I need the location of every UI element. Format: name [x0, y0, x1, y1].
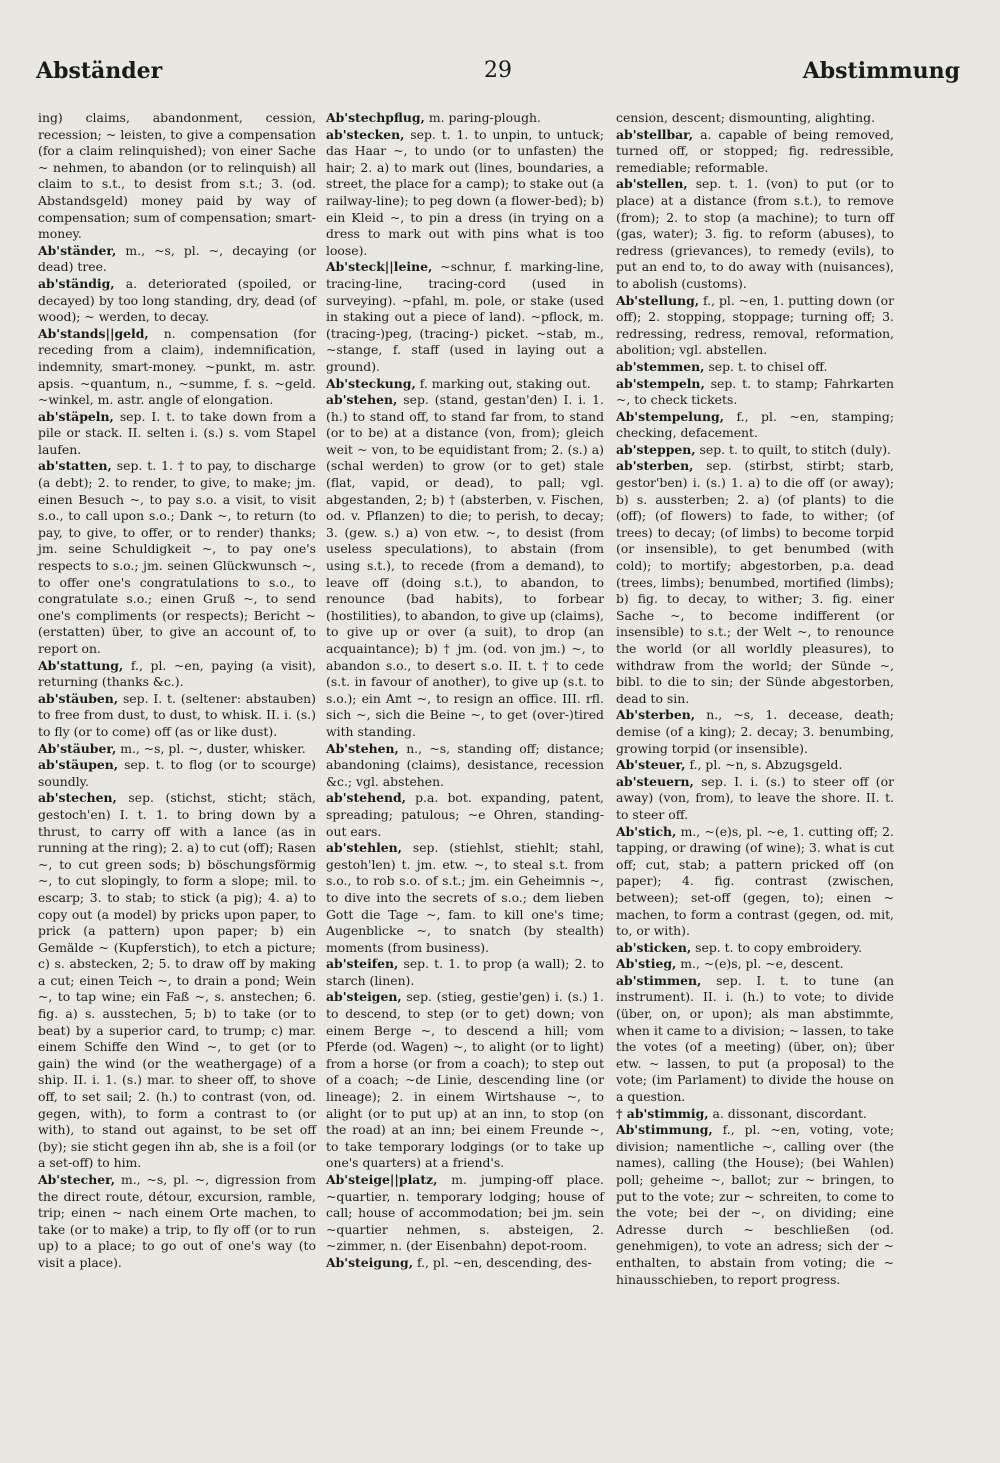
entry-definition: sep. t. 1. (von) to put (or to place) at a distance (from s.t.), to remove (from); 2. to stop (a machine); to turn off (gas, water); 3. fig. to reform (abuses), to redress (grievances), to remedy (evils), to put an end to, to do away with (nuisances), to abolish (customs).	[616, 176, 894, 291]
entry-headword: ab'stäupen,	[38, 757, 119, 773]
dictionary-entry	[326, 392, 604, 740]
column-2	[326, 110, 604, 1272]
entry-headword: Ab'stäuber,	[38, 740, 117, 756]
dictionary-entry	[616, 774, 894, 824]
dictionary-entry	[326, 741, 604, 791]
entry-definition: sep. I. t. (seltener: abstauben) to free from dust, to dust, to whisk. II. i. (s.) to fly (or to come) off (as or like dust).	[38, 690, 316, 739]
entry-headword: ab'steigen,	[326, 989, 402, 1005]
entry-headword: Ab'stich,	[616, 823, 677, 839]
page-number: 29	[484, 58, 512, 83]
entry-definition: a. deteriorated (spoiled, or decayed) by too long standing, dry, dead (of wood); ~ werden, to decay.	[38, 275, 316, 325]
entry-definition: sep. t. 1. to prop (a wall); 2. to starch (linen).	[326, 956, 604, 988]
entry-headword: Ab'stechpflug,	[326, 110, 425, 125]
running-head	[36, 58, 960, 94]
dictionary-entry	[616, 293, 894, 359]
entry-definition: sep. (stieg, gestie'gen) i. (s.) 1. to descend, to step (or to get) down; von einem Berge ~, to descend a hill; vom Pferde (od. Wagen) ~, to alight (or to light) from a horse (or from a coach); to step out of a coach; ~de Linie, descending line (or lineage); 2. in einem Wirtshause ~, to alight (or to put up) at an inn, to stop (on the road) at an inn; bei einem Freunde ~, to take temporary lodgings (or to take up one's quarters) at a friend's.	[326, 989, 604, 1171]
entry-definition: f., pl. ~en, stamping; checking, defacement.	[616, 408, 894, 441]
entry-headword: ab'ständig,	[38, 275, 115, 291]
column-1	[38, 110, 316, 1272]
entry-headword: ab'sterben,	[616, 458, 694, 474]
entry-definition: f., pl. ~en, paying (a visit), returning (thanks &c.).	[38, 657, 316, 690]
dictionary-entry	[38, 1172, 316, 1272]
dictionary-entry	[38, 243, 316, 276]
entry-headword: ab'stemmen,	[616, 358, 705, 374]
entry-headword: ab'stehend,	[326, 790, 406, 806]
entry-definition: f., pl. ~en, voting, vote; division; namentliche ~, calling over (the names), calling (the House); (bei Wahlen) poll; geheime ~, ballot; zur ~ bringen, to put to the vote; zur ~ schreiten, to come to the vote; bei der ~, on dividing; eine Adresse durch ~ beschließen (od. genehmigen), to vote an adress; sich der ~ enthalten, to abstain from voting; die ~ hinausschieben, to report progress.	[616, 1122, 894, 1287]
entry-definition: m., ~(e)s, pl. ~e, descent.	[676, 956, 844, 972]
entry-headword: † ab'stimmig,	[616, 1105, 709, 1121]
dictionary-entry	[326, 840, 604, 956]
dictionary-entry	[616, 442, 894, 459]
dictionary-entry	[38, 658, 316, 691]
entry-headword: ab'statten,	[38, 458, 112, 474]
dictionary-entry	[616, 757, 894, 774]
entry-headword: ab'stellen,	[616, 176, 688, 192]
entry-headword: Ab'steck||leine,	[326, 259, 433, 275]
entry-definition: sep. t. to flog (or to scourge) soundly.	[38, 757, 316, 789]
dictionary-entry	[616, 409, 894, 442]
dictionary-entry	[616, 707, 894, 757]
entry-headword: ab'steuern,	[616, 773, 694, 789]
entry-headword: Ab'steigung,	[326, 1254, 414, 1270]
entry-definition: m., ~s, pl. ~, duster, whisker.	[116, 740, 306, 756]
entry-headword: ab'steifen,	[326, 956, 399, 972]
dictionary-entry	[38, 757, 316, 790]
dictionary-entry	[616, 110, 894, 127]
entry-headword: Ab'steige||platz,	[326, 1172, 438, 1187]
dictionary-entry	[616, 940, 894, 957]
dictionary-entry	[326, 376, 604, 393]
entry-definition: f., pl. ~n, s. Abzugsgeld.	[685, 757, 843, 773]
entry-headword: Ab'sterben,	[616, 707, 696, 723]
dictionary-entry	[38, 409, 316, 459]
dictionary-entry	[38, 458, 316, 657]
entry-definition: sep. t. 1. † to pay, to discharge (a debt); 2. to render, to give, to make; jm. einen Besuch ~, to pay s.o. a visit, to visit s.o., to call upon s.o.; Dank ~, to return (to pay, to give, to offer, or to render) thanks; jm. seine Schuldigkeit ~, to pay one's respects to s.o.; jm. seinen Glückwunsch ~, to offer one's congratulations to s.o., to congratulate s.o.; einen Gruß ~, to send one's compliments (or respects); Bericht ~ (erstatten) über, to give an account of, to report on.	[38, 458, 316, 656]
column-3	[616, 110, 894, 1288]
entry-definition: sep. t. to copy embroidery.	[691, 939, 863, 955]
entry-headword: ab'stempeln,	[616, 375, 705, 391]
entry-headword: ab'stimmen,	[616, 972, 702, 988]
entry-definition: ~schnur, f. marking-line, tracing-line, tracing-cord (used in surveying). ~pfahl, m. pole, or stake (used in staking out a piece of land). ~pflock, m. (tracing-)peg, (tracing-) picket. ~stab, m., ~stange, f. staff (used in laying out a ground).	[326, 259, 604, 374]
dictionary-entry	[616, 127, 894, 177]
dictionary-entry	[616, 973, 894, 1106]
entry-definition: m., ~s, pl. ~, decaying (or dead) tree.	[38, 242, 316, 275]
entry-definition: f., pl. ~en, descending, des-	[413, 1254, 592, 1270]
dictionary-entry	[616, 956, 894, 973]
entry-headword: ab'stehlen,	[326, 840, 402, 856]
dictionary-entry	[326, 127, 604, 260]
entry-definition: sep. I. t. to take down from a pile or stack. II. selten i. (s.) s. vom Stapel laufen.	[38, 408, 316, 457]
dictionary-entry	[326, 1255, 604, 1272]
entry-definition: sep. (stichst, sticht; stäch, gestoch'en) I. t. 1. to bring down by a thrust, to carry off with a lance (as in running at the ring); 2. a) to cut (off); Rasen ~, to cut green sods; b) böschungsförmig ~, to cut slopingly, to form a slope; mil. to escarp; 3. to stab; to stick (a pig); 4. a) to copy out (a model) by pricks upon paper, to prick (a pattern) upon paper; b) ein Gemälde ~ (Kupferstich), to etch a picture; c) s. abstecken, 2; 5. to draw off by making a cut; einen Teich ~, to drain a pond; Wein ~, to tap wine; ein Faß ~, s. anstechen; 6. fig. a) s. ausstechen, 5; b) to take (or to beat) by a superior card, to trump; c) mar. einem Schiffe den Wind ~, to get (or to gain) the wind (or the weathergage) of a ship. II. i. 1. (s.) mar. to sheer off, to shove off, to set sail; 2. (h.) to contrast (von, od. gegen, with), to form a contrast to (or with), to stand out against, to be set off (by); sie sticht gegen ihn ab, she is a foil (or a set-off) to him.	[38, 790, 316, 1171]
dictionary-entry	[38, 326, 316, 409]
dictionary-entry	[38, 741, 316, 758]
entry-headword: ab'stecken,	[326, 126, 405, 142]
entry-headword: Ab'stempelung,	[616, 408, 725, 424]
dictionary-entry	[38, 790, 316, 1172]
dictionary-entry	[326, 1172, 604, 1255]
dictionary-entry	[326, 790, 604, 840]
entry-headword: Ab'stehen,	[326, 740, 399, 756]
dictionary-entry	[38, 276, 316, 326]
entry-definition: m., ~s, pl. ~, digression from the direct route, détour, excursion, ramble, trip; einen ~ nach einem Orte machen, to take (or to make) a trip, to fly off (or to run up) to a place; to go out of one's way (to visit a place).	[38, 1172, 316, 1270]
dictionary-entry	[616, 359, 894, 376]
entry-definition: sep. I. i. (s.) to steer off (or away) (von, from), to leave the shore. II. t. to steer off.	[616, 773, 894, 822]
entry-definition: sep. t. to quilt, to stitch (duly).	[695, 441, 891, 457]
entry-definition: sep. t. to stamp; Fahrkarten ~, to check tickets.	[616, 375, 894, 408]
entry-definition: sep. t. 1. to unpin, to untuck; das Haar ~, to undo (or to unfasten) the hair; 2. a) to mark out (lines, boundaries, a street, the place for a camp); to stake out (a railway-line); to peg down (a flower-bed); b) ein Kleid ~, to pin a dress (in trying on a dress to mark out with pins what is too loose).	[326, 126, 604, 258]
entry-definition: f. marking out, staking out.	[415, 375, 591, 391]
dictionary-entry	[616, 1106, 894, 1123]
dictionary-entry	[616, 176, 894, 292]
entry-headword: Ab'ständer,	[38, 242, 117, 258]
dictionary-entry	[326, 956, 604, 989]
dictionary-entry	[616, 376, 894, 409]
dictionary-entry	[326, 989, 604, 1172]
entry-definition: sep. (stand, gestan'den) I. i. 1. (h.) to stand off, to stand far from, to stand (or to be) at a distance (von, from); gleich weit ~ von, to be equidistant from; 2. (s.) a) (schal werden) to grow (or to get) stale (flat, vapid, or dead), to pall; vgl. abgestanden, 2; b) † (absterben, v. Fischen, od. v. Pflanzen) to die; to perish, to decay; 3. (gew. s.) a) von etw. ~, to desist (from useless speculations), to abstain (from using s.t.), to recede (from a demand), to leave off (doing s.t.), to abandon, to renounce (bad habits), to forbear (hostilities), to abandon, to give up (claims), to give up or over (a suit), to drop (an acquaintance); b) † jm. (od. von jm.) ~, to abandon s.o., to desert s.o. II. t. † to cede (s.t. in favour of another), to give up (s.t. to s.o.); ein Amt ~, to resign an office. III. rfl. sich ~, sich die Beine ~, to get (over-)tired with standing.	[326, 392, 604, 739]
dictionary-entry	[616, 1122, 894, 1288]
entry-headword: Ab'stands||geld,	[38, 325, 149, 341]
entry-definition: m., ~(e)s, pl. ~e, 1. cutting off; 2. tapping, or drawing (of wine); 3. what is cut off; cut, stab; a pattern pricked off (on paper); 4. fig. contrast (zwischen, between); set-off (gegen, to); einen ~ machen, to form a contrast (gegen, od. mit, to, or with).	[616, 823, 894, 939]
entry-headword: ab'stechen,	[38, 790, 117, 806]
entry-definition: sep. (stiehlst, stiehlt; stahl, gestoh'len) t. jm. etw. ~, to steal s.t. from s.o., to rob s.o. of s.t.; jm. ein Geheimnis ~, to dive into the secrets of s.o.; dem lieben Gott die Tage ~, fam. to kill one's time; Augenblicke ~, to snatch (by stealth) moments (from business).	[326, 840, 604, 955]
dictionary-entry	[326, 259, 604, 375]
entry-headword: ab'stellbar,	[616, 126, 694, 142]
entry-definition: n. compensation (for receding from a claim), indemnification, indemnity, smart-money. ~punkt, m. astr. apsis. ~quantum, n., ~summe, f. s. ~geld. ~winkel, m. astr. angle of elongation.	[38, 325, 316, 408]
entry-headword: Ab'steckung,	[326, 375, 416, 391]
entry-headword: ab'stehen,	[326, 392, 398, 408]
running-head-right: Abstimmung	[802, 58, 960, 84]
dictionary-entry	[38, 110, 316, 243]
entry-headword: Ab'stimmung,	[616, 1122, 713, 1138]
running-head-left: Abständer	[36, 58, 163, 84]
entry-headword: Ab'steuer,	[616, 757, 686, 773]
dictionary-entry	[616, 824, 894, 940]
entry-definition: a. dissonant, discordant.	[708, 1105, 867, 1121]
entry-headword: Ab'stieg,	[616, 956, 677, 972]
entry-headword: Ab'stattung,	[38, 657, 124, 673]
entry-definition: n., ~s, standing off; distance; abandoning (claims), desistance, recession &c.; vgl. abstehen.	[326, 740, 604, 789]
entry-definition: m. paring-plough.	[424, 110, 541, 125]
entry-definition: ing) claims, abandonment, cession, recession; ~ leisten, to give a compensation (for a claim relinquished); von einer Sache ~ nehmen, to abandon (or to relinquish) all claim to s.t., to desist from s.t.; 3. (od. Abstandsgeld) money paid by way of compensation; sum of compensation; smart-money.	[38, 110, 316, 242]
entry-definition: a. capable of being removed, turned off, or stopped; fig. redressible, remediable; reformable.	[616, 126, 894, 175]
dictionary-entry	[38, 691, 316, 741]
entry-headword: Ab'stellung,	[616, 292, 700, 308]
entry-definition: sep. t. to chisel off.	[704, 358, 828, 374]
entry-headword: ab'steppen,	[616, 441, 696, 457]
entry-definition: cension, descent; dismounting, alighting.	[616, 110, 876, 125]
dictionary-entry	[616, 458, 894, 707]
entry-headword: Ab'stecher,	[38, 1172, 116, 1187]
entry-definition: sep. I. t. to tune (an instrument). II. i. (h.) to vote; to divide (über, on, or upon); als man abstimmte, when it came to a division; ~ lassen, to take the votes (of a meeting) (über, on); über etw. ~ lassen, to put (a proposal) to the vote; (im Parlament) to divide the house on a question.	[616, 972, 894, 1105]
entry-definition: sep. (stirbst, stirbt; starb, gestor'ben) i. (s.) 1. a) to die off (or away); b) s. aussterben; 2. a) (of plants) to die (off); (of flowers) to fade, to wither; (of trees) to decay; (of limbs) to become torpid (or insensible), to get benumbed (with cold); to mortify; abgestorben, p.a. dead (trees, limbs); benumbed, mortified (limbs); b) fig. to decay, to wither; 3. fig. einer Sache ~, to become indifferent (or insensible) to s.t.; der Welt ~, to renounce the world (or all worldly pleasures), to withdraw from the world; der Sünde ~, bibl. to die to sin; der Sünde abgestorben, dead to sin.	[616, 458, 894, 706]
entry-definition: f., pl. ~en, 1. putting down (or off); 2. stopping, stoppage; turning off; 3. redressing, redress, removal, reformation, abolition; vgl. abstellen.	[616, 292, 894, 358]
entry-headword: ab'stäuben,	[38, 690, 119, 706]
dictionary-entry	[326, 110, 604, 127]
entry-headword: ab'sticken,	[616, 939, 692, 955]
entry-definition: n., ~s, 1. decease, death; demise (of a king); 2. decay; 3. benumbing, growing torpid (or insensible).	[616, 707, 894, 756]
entry-definition: p.a. bot. expanding, patent, spreading; patulous; ~e Ohren, standing-out ears.	[326, 790, 604, 839]
entry-definition: m. jumping-off place. ~quartier, n. temporary lodging; house of call; house of accommodation; bei jm. sein ~quartier nehmen, s. absteigen, 2. ~zimmer, n. (der Eisenbahn) depot-room.	[326, 1172, 604, 1254]
entry-headword: ab'stäpeln,	[38, 408, 114, 424]
